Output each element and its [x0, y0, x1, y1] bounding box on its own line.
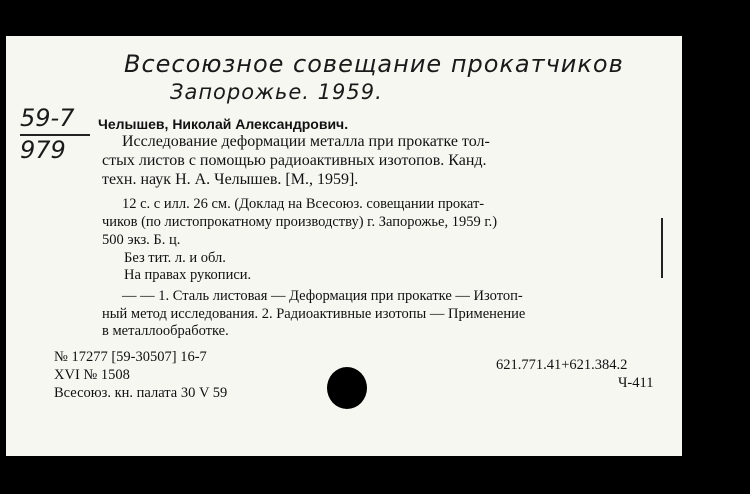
catalog-card	[6, 36, 690, 456]
subject-line-2: ный метод исследования. 2. Радиоактивные изотопы — Применение	[102, 306, 526, 322]
description-line-1: 12 с. с илл. 26 см. (Доклад на Всесоюз. совещании прокат-	[122, 196, 485, 212]
note-line-2: На правах рукописи.	[124, 267, 252, 283]
card-right-edge	[682, 36, 690, 456]
title-line-3: техн. наук Н. А. Челышев. [М., 1959].	[102, 171, 359, 188]
subject-line-3: в металлообработке.	[102, 323, 229, 339]
note-line-1: Без тит. л. и обл.	[124, 250, 226, 266]
footer-right-1: 621.771.41+621.384.2	[496, 357, 628, 373]
card-punch-hole	[327, 367, 367, 409]
footer-left-1: № 17277 [59-30507] 16-7	[54, 349, 207, 365]
footer-left-2: XVI № 1508	[54, 367, 130, 383]
title-line-2: стых листов с помощью радиоактивных изотопов. Канд.	[102, 152, 487, 169]
footer-left-3: Всесоюз. кн. палата 30 V 59	[54, 385, 228, 401]
handwritten-line-2: Запорожье. 1959.	[170, 80, 383, 104]
footer-right-2: Ч-411	[618, 375, 654, 391]
call-number-top: 59-7	[20, 104, 75, 132]
description-line-2: чиков (по листопрокатному производству) г. Запорожье, 1959 г.)	[102, 214, 498, 230]
description-line-3: 500 экз. Б. ц.	[102, 232, 181, 248]
subject-line-1: — — 1. Сталь листовая — Деформация при прокатке — Изотоп-	[122, 288, 523, 304]
call-number-bottom: 979	[20, 136, 66, 164]
handwritten-line-1: Всесоюзное совещание прокатчиков	[124, 50, 624, 78]
title-line-1: Исследование деформации металла при прокатке тол-	[122, 133, 490, 150]
margin-mark	[661, 218, 663, 278]
scan-border	[0, 456, 750, 494]
author-heading: Челышев, Николай Александрович.	[98, 116, 349, 132]
